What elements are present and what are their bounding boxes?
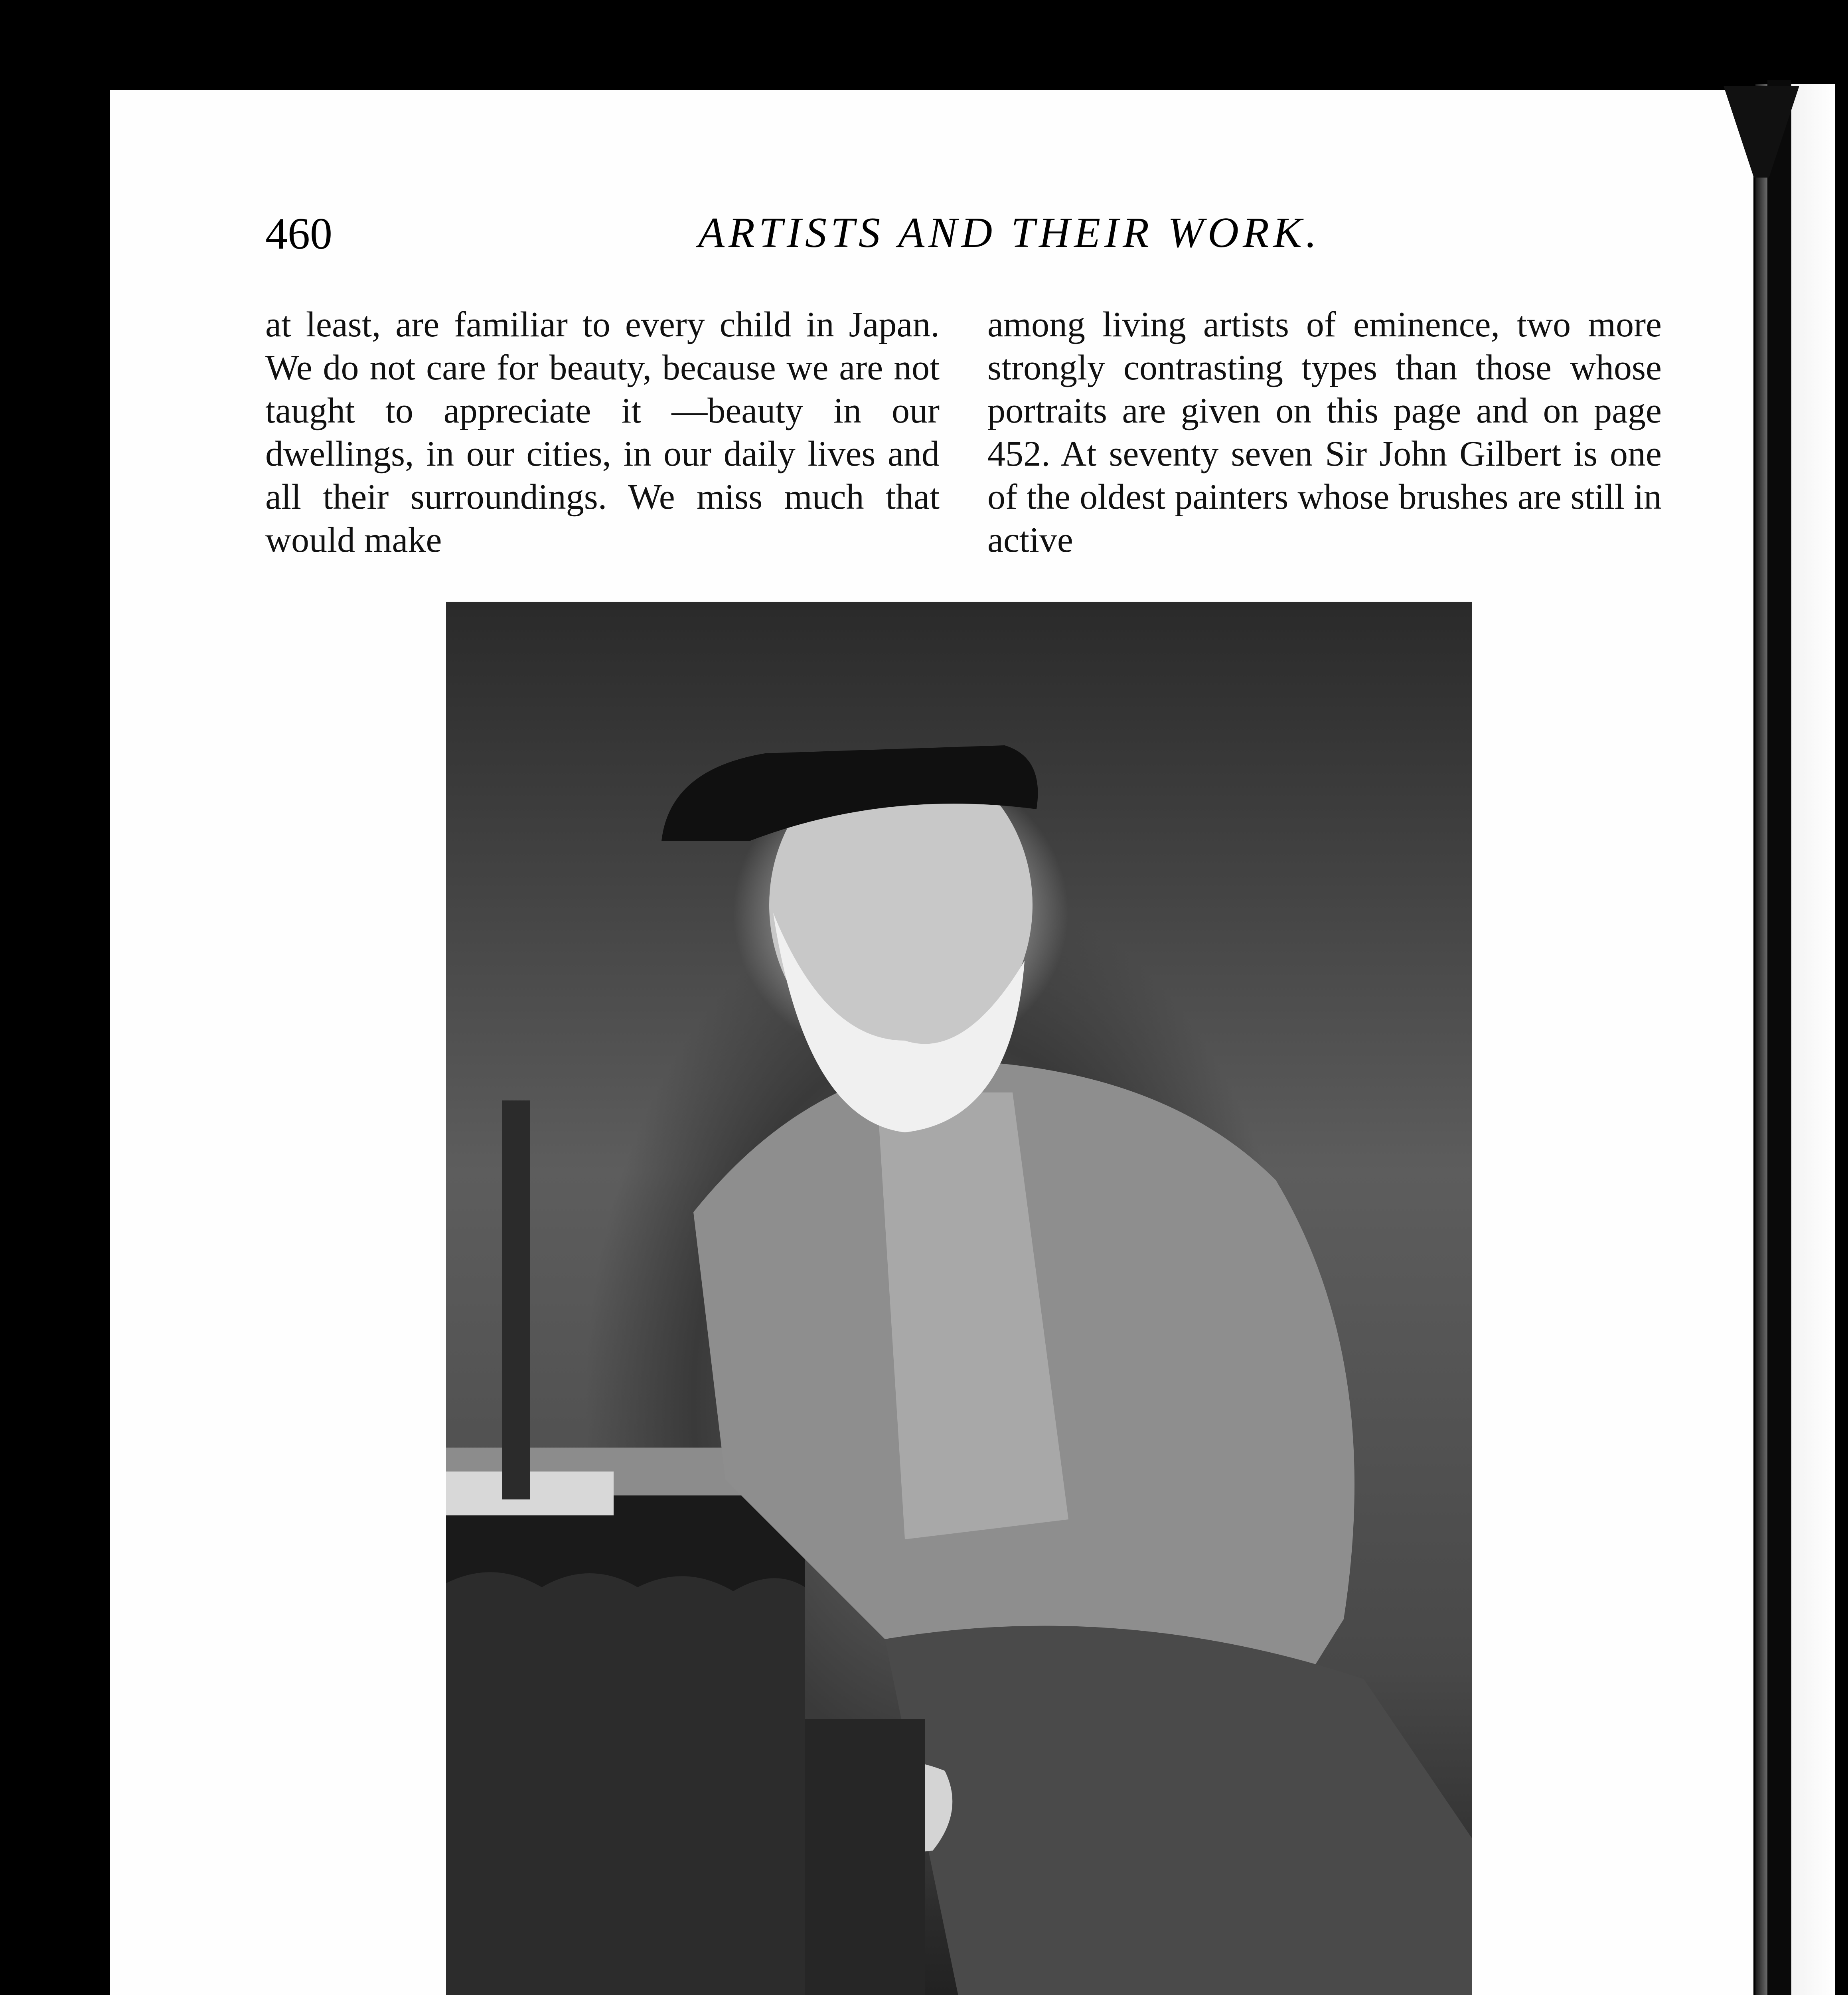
page-gutter: [1767, 80, 1791, 1995]
paragraph: at least, are familiar to every child in Japan. We do not care for beauty, because we are not taught to appreciate it —beauty in our dwellings, in our cities, in our daily lives and all their surroundings. We miss much that would make: [265, 305, 940, 560]
paragraph: among living artists of eminence, two more strongly contrasting types than those whose portraits are given on this page and on page 452. At seventy seven Sir John Gilbert is one of the oldest painters whose brushes are still in active: [987, 305, 1662, 560]
top-right-column: [987, 303, 1662, 562]
chair-arm: [805, 1719, 925, 1995]
page-number: 460: [265, 209, 332, 259]
running-title: ARTISTS AND THEIR WORK.: [698, 209, 1321, 257]
chair-post: [502, 1100, 530, 1499]
top-left-column: [265, 303, 940, 562]
portrait-photograph: [446, 602, 1472, 1995]
portrait-illustration: [446, 602, 1472, 1995]
patterned-tablecloth: [446, 1572, 805, 1995]
trousers: [885, 1626, 1472, 1995]
